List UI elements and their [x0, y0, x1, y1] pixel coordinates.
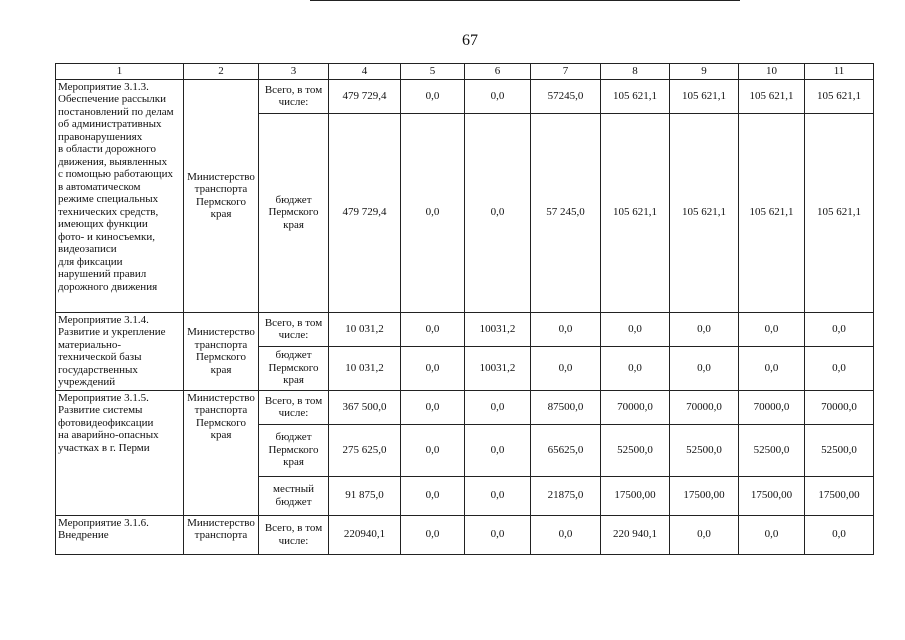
measure-cell: Мероприятие 3.1.6. Внедрение [56, 515, 184, 554]
top-rule [310, 0, 740, 1]
column-header: 6 [465, 64, 531, 80]
budget-table [55, 63, 874, 555]
source-cell: бюджет Пермского края [259, 424, 329, 476]
column-header: 7 [531, 64, 601, 80]
value-cell: 70000,0 [670, 390, 739, 424]
column-header: 10 [739, 64, 805, 80]
value-cell: 0,0 [465, 476, 531, 515]
value-cell: 0,0 [401, 113, 465, 312]
value-cell: 0,0 [531, 346, 601, 390]
value-cell: 52500,0 [805, 424, 874, 476]
value-cell: 70000,0 [805, 390, 874, 424]
value-cell: 0,0 [465, 113, 531, 312]
value-cell: 0,0 [739, 515, 805, 554]
value-cell: 105 621,1 [601, 79, 670, 113]
value-cell: 0,0 [670, 346, 739, 390]
value-cell: 70000,0 [601, 390, 670, 424]
value-cell: 220 940,1 [601, 515, 670, 554]
table-row [56, 390, 874, 424]
column-header: 1 [56, 64, 184, 80]
source-cell: Всего, в том числе: [259, 390, 329, 424]
value-cell: 17500,00 [739, 476, 805, 515]
value-cell: 17500,00 [601, 476, 670, 515]
executor-cell: Министерство транспорта Пермского края [184, 79, 259, 312]
value-cell: 65625,0 [531, 424, 601, 476]
column-header: 8 [601, 64, 670, 80]
value-cell: 57 245,0 [531, 113, 601, 312]
measure-cell: Мероприятие 3.1.3. Обеспечение рассылки постановлений по делам об административных правонарушениях в области дорожного движения, выявленных с помощью работающих в автоматическом режиме специальных технических средств, имеющих функции фото- и киносъемки, видеозаписи для фиксации нарушений правил дорожного движения [56, 79, 184, 312]
value-cell: 105 621,1 [670, 113, 739, 312]
column-header: 4 [329, 64, 401, 80]
source-cell: местный бюджет [259, 476, 329, 515]
page-number: 67 [462, 32, 478, 49]
value-cell: 0,0 [805, 515, 874, 554]
column-header: 5 [401, 64, 465, 80]
column-header: 3 [259, 64, 329, 80]
value-cell: 52500,0 [601, 424, 670, 476]
value-cell: 0,0 [805, 346, 874, 390]
value-cell: 17500,00 [670, 476, 739, 515]
value-cell: 105 621,1 [601, 113, 670, 312]
executor-cell: Министерство транспорта Пермского края [184, 390, 259, 515]
value-cell: 0,0 [531, 515, 601, 554]
column-header: 9 [670, 64, 739, 80]
source-cell: Всего, в том числе: [259, 312, 329, 346]
column-header: 2 [184, 64, 259, 80]
value-cell: 0,0 [739, 312, 805, 346]
value-cell: 0,0 [465, 515, 531, 554]
value-cell: 0,0 [401, 346, 465, 390]
value-cell: 10 031,2 [329, 346, 401, 390]
value-cell: 0,0 [401, 312, 465, 346]
value-cell: 0,0 [670, 515, 739, 554]
value-cell: 57245,0 [531, 79, 601, 113]
value-cell: 0,0 [465, 390, 531, 424]
value-cell: 0,0 [805, 312, 874, 346]
value-cell: 10031,2 [465, 346, 531, 390]
value-cell: 0,0 [531, 312, 601, 346]
value-cell: 52500,0 [739, 424, 805, 476]
value-cell: 0,0 [739, 346, 805, 390]
table-row [56, 515, 874, 554]
source-cell: бюджет Пермского края [259, 346, 329, 390]
value-cell: 0,0 [670, 312, 739, 346]
table-row [56, 79, 874, 113]
value-cell: 0,0 [401, 476, 465, 515]
value-cell: 52500,0 [670, 424, 739, 476]
value-cell: 0,0 [465, 424, 531, 476]
value-cell: 105 621,1 [739, 79, 805, 113]
value-cell: 220940,1 [329, 515, 401, 554]
value-cell: 0,0 [401, 515, 465, 554]
value-cell: 10031,2 [465, 312, 531, 346]
value-cell: 275 625,0 [329, 424, 401, 476]
value-cell: 10 031,2 [329, 312, 401, 346]
value-cell: 91 875,0 [329, 476, 401, 515]
column-header: 11 [805, 64, 874, 80]
source-cell: бюджет Пермского края [259, 113, 329, 312]
value-cell: 105 621,1 [739, 113, 805, 312]
column-number-row [56, 64, 874, 80]
value-cell: 105 621,1 [805, 79, 874, 113]
measure-cell: Мероприятие 3.1.4. Развитие и укрепление материально- технической базы государственных учреждений [56, 312, 184, 390]
value-cell: 479 729,4 [329, 79, 401, 113]
value-cell: 0,0 [401, 79, 465, 113]
value-cell: 0,0 [601, 312, 670, 346]
value-cell: 87500,0 [531, 390, 601, 424]
value-cell: 0,0 [601, 346, 670, 390]
table-row [56, 312, 874, 346]
value-cell: 105 621,1 [805, 113, 874, 312]
value-cell: 105 621,1 [670, 79, 739, 113]
value-cell: 0,0 [401, 390, 465, 424]
source-cell: Всего, в том числе: [259, 79, 329, 113]
source-cell: Всего, в том числе: [259, 515, 329, 554]
measure-cell: Мероприятие 3.1.5. Развитие системы фотовидеофиксации на аварийно-опасных участках в г. Перми [56, 390, 184, 515]
value-cell: 17500,00 [805, 476, 874, 515]
value-cell: 367 500,0 [329, 390, 401, 424]
executor-cell: Министерство транспорта [184, 515, 259, 554]
value-cell: 0,0 [465, 79, 531, 113]
value-cell: 21875,0 [531, 476, 601, 515]
executor-cell: Министерство транспорта Пермского края [184, 312, 259, 390]
value-cell: 70000,0 [739, 390, 805, 424]
value-cell: 0,0 [401, 424, 465, 476]
value-cell: 479 729,4 [329, 113, 401, 312]
